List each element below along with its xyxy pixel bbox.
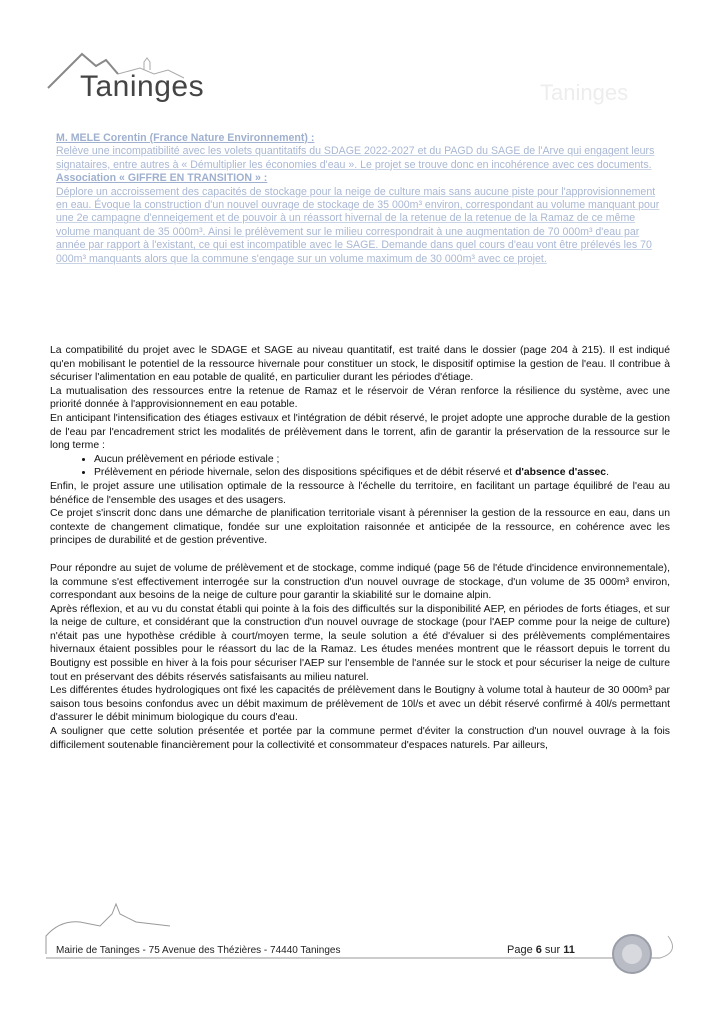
page-number xyxy=(507,944,575,956)
bullet-emphasis: d'absence d'assec xyxy=(515,467,607,479)
page-prefix: Page xyxy=(507,944,536,956)
bullet-text: Prélèvement en période hivernale, selon des dispositions spécifiques et de débit réservé et xyxy=(94,467,516,479)
seal-center xyxy=(622,944,642,964)
paragraph: A souligner que cette solution présentée et portée par la commune permet d'éviter la construction d'un nouvel ouvrage à la fois difficilement soutenable financièrement pour la collectivité et consommateur d'espaces naturels. Par ailleurs, xyxy=(50,726,670,751)
paragraph: Pour répondre au sujet de volume de prélèvement et de stockage, comme indiqué (page 56 de l'étude d'incidence environnementale), la commune s'est effectivement interrogée sur la construction d'un nouvel ouvrage de stockage, d'un volume de 35 000m³ environ, correspondant aux besoins de la neige de culture pour garantir la skiabilité sur le domaine alpin. xyxy=(50,562,670,602)
comment-text-1: Relève une incompatibilité avec les volets quantitatifs du SDAGE 2022-2027 et du PAGD du SAGE de l'Arve qui engagent leurs signataires, entre autres à « Démultiplier les économies d'eau ». Le projet se trouve donc en incohérence avec ces documents. xyxy=(56,145,655,171)
public-comments-section xyxy=(56,132,668,266)
paragraph: Après réflexion, et au vu du constat établi qui pointe à la fois des difficultés sur la disponibilité AEP, en périodes de forts étiages, et sur la neige de culture, et considérant que la construction d'un nouvel ouvrage de stockage (pour l'AEP comme pour la neige de culture) n'était pas une hypothèse crédible à court/moyen terme, la seule solution a été d'évaluer si des prélèvements complémentaires hivernaux étaient possibles pour le réassort du lac de la Ramaz. Les études menées montrent que le réassort depuis le torrent du Boutigny est possible en hiver à la fois pour sécuriser l'AEP sur l'ensemble de l'année sur le stock et pour sécuriser la neige de culture tout en préservant des débits réservés satisfaisants au milieu naturel. xyxy=(50,603,670,683)
paragraph: Enfin, le projet assure une utilisation optimale de la ressource à l'échelle du territoire, en facilitant un partage équilibré de l'eau au bénéfice de l'ensemble des usages et des usagers. xyxy=(50,480,670,506)
comment-text-2: Déplore un accroissement des capacités de stockage pour la neige de culture mais sans aucune piste pour l'approvisionnement en eau. Évoque la construction d'un nouvel ouvrage de stockage de 35 000m³ environ, correspondant au volume manquant pour une 2e campagne d'enneigement et de pouvoir à un réassort hivernal de la retenue de la retenue de la Ramaz de ce même volume manquant de 35 000m³. Ainsi le prélèvement sur le milieu correspondrait à une augmentation de 70 000m³ d'eau par année par rapport à l'existant, ce qui est incompatible avec le SAGE. Demande dans quel cours d'eau vont être prélevés les 70 000m³ manquants alors que la commune s'engage sur un volume maximum de 30 000m³ avec ce projet. xyxy=(56,185,660,265)
bleed-through-logo xyxy=(540,60,700,110)
bleed-through-logo-text: Taninges xyxy=(540,80,629,105)
taninges-logo xyxy=(44,44,204,114)
response-body xyxy=(50,344,670,752)
list-item xyxy=(94,466,670,480)
footer-mountain-line xyxy=(40,896,680,976)
bullet-list xyxy=(50,453,670,480)
paragraph: Les différentes études hydrologiques ont fixé les capacités de prélèvement dans le Boutigny à volume total à hauteur de 30 000m³ par saison tous besoins confondus avec un débit maximum de prélèvement de 10l/s et avec un débit réservé confirmé à 40l/s permettant d'assurer le débit minimum biologique du cours d'eau. xyxy=(50,685,670,724)
page-total: 11 xyxy=(563,944,575,956)
footer-address: Mairie de Taninges - 75 Avenue des Thézières - 74440 Taninges xyxy=(56,945,341,956)
paragraph: La compatibilité du projet avec le SDAGE et SAGE au niveau quantitatif, est traité dans le dossier (page 204 à 215). Il est indiqué qu'en mobilisant le potentiel de la ressource hivernale pour constituer un stock, le dispositif optimise la gestion de l'eau. Il contribue à sécuriser l'alimentation en eau potable de qualité, en particulier durant les périodes d'étiage. xyxy=(50,345,670,384)
commune-seal-icon xyxy=(612,934,652,974)
bullet-end: . xyxy=(606,467,609,479)
page-current: 6 xyxy=(535,944,542,956)
logo-text: Taninges xyxy=(80,70,205,103)
page-mid: sur xyxy=(541,944,564,956)
comment-author-2: Association « GIFFRE EN TRANSITION » : xyxy=(56,172,268,185)
comment-author-1: M. MELE Corentin (France Nature Environnement) : xyxy=(56,132,315,144)
spacer xyxy=(50,548,670,562)
paragraph: La mutualisation des ressources entre la retenue de Ramaz et le réservoir de Véran renforce la résilience du système, avec une priorité donnée à l'approvisionnement en eau potable. xyxy=(50,385,670,411)
paragraph: En anticipant l'intensification des étiages estivaux et l'intégration de débit réservé, le projet adopte une approche durable de la gestion de l'eau par l'encadrement strict les modalités de prélèvement dans le torrent, afin de garantir la préservation de la ressource sur le long terme : xyxy=(50,412,670,452)
paragraph: Ce projet s'inscrit donc dans une démarche de planification territoriale visant à pérenniser la gestion de la ressource en eau, dans un contexte de changement climatique, fondée sur une exploitation raisonnée et anticipée de la ressource, en cohérence avec les principes de durabilité et de gestion préventive. xyxy=(50,508,670,547)
list-item: • Aucun prélèvement en période estivale ; xyxy=(94,453,670,467)
